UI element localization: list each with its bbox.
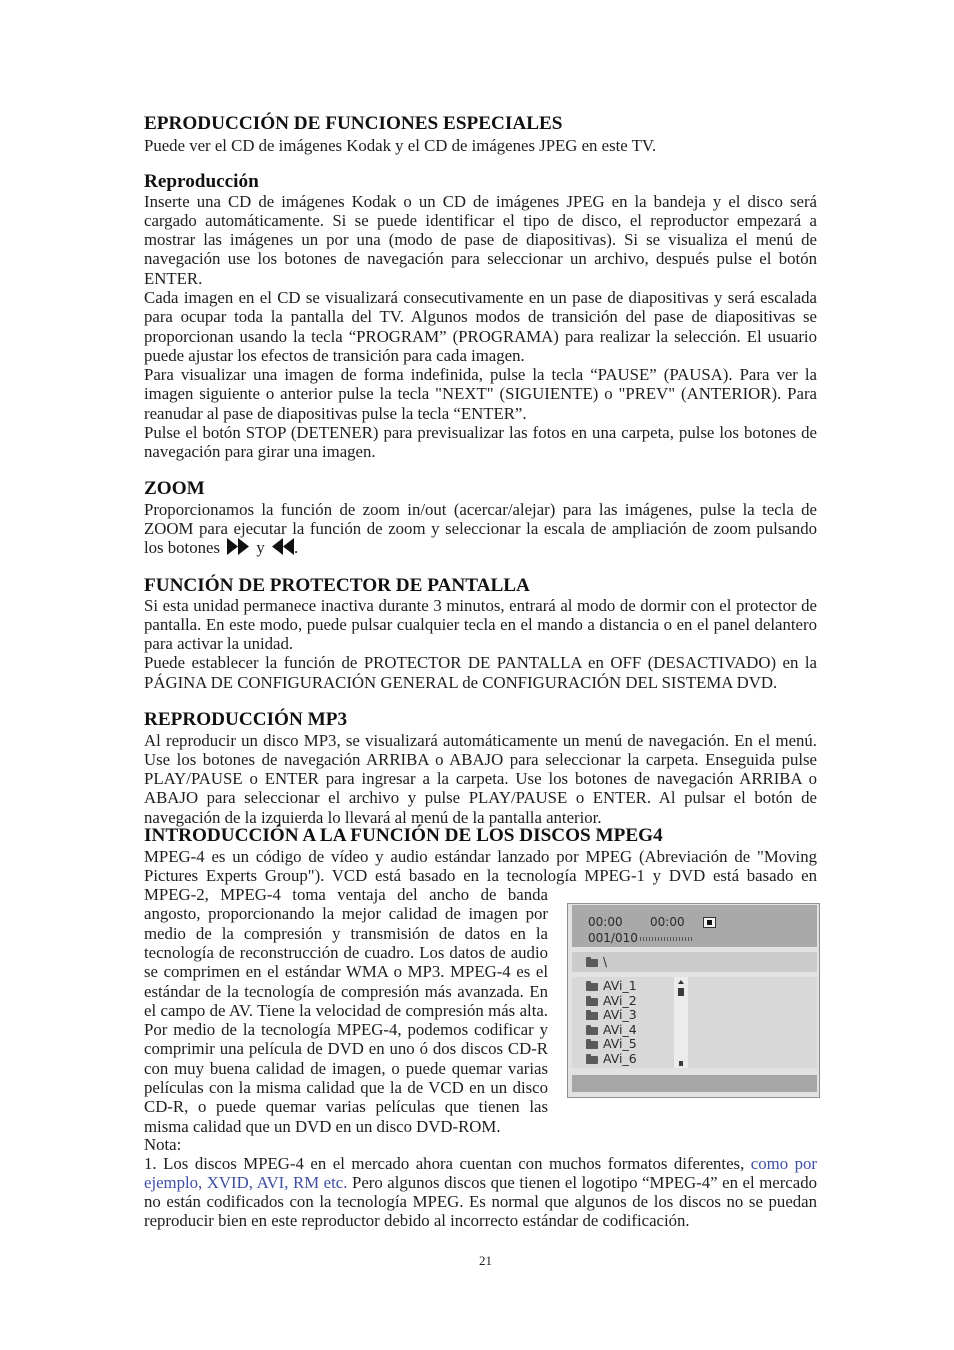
list-item-label: AVi_5 bbox=[603, 1036, 637, 1052]
section-title-mpeg4: INTRODUCCIÓN A LA FUNCIÓN DE LOS DISCOS MPEG4 bbox=[144, 825, 663, 846]
list-item-label: AVi_1 bbox=[603, 978, 637, 994]
list-item bbox=[572, 1008, 672, 1023]
status-bar bbox=[572, 905, 817, 947]
list-item bbox=[572, 1023, 672, 1038]
special-functions-intro: Puede ver el CD de imágenes Kodak y el CD de imágenes JPEG en este TV. bbox=[144, 135, 657, 155]
list-item-label: AVi_6 bbox=[603, 1051, 637, 1067]
progress-dots bbox=[640, 937, 692, 941]
screensaver-paragraph: Si esta unidad permanece inactiva durante 3 minutos, entrará al modo de dormir con el protector de pantalla. En este modo, puede pulsar cualquier tecla en el mando a distancia o en el panel delantero para activar la unidad. bbox=[144, 595, 817, 654]
file-list bbox=[572, 977, 817, 1068]
scroll-end-marker bbox=[679, 1061, 683, 1066]
mpeg4-text: MPEG-4 es un código de vídeo y audio estándar lanzado por MPEG (Abreviación de "Moving Pictures Experts Group"). VCD está basado en la tecnología MPEG-1 y DVD está basado en MPEG-2, MPEG-4 toma ventaja del ancho de banda angosto, proporcionando la mejor calidad de imagen por medio de la compresión y transmisión de datos en la tecnología de reconstrucción de cuadro. Los datos de audio se comprimen en el estándar WMA o MP3. MPEG-4 es el estándar de la tecnología de compresión más avanzada. En el campo de AV. Tiene la velocidad de compresión más alta. Por medio de la tecnología MPEG-4, podemos codificar y comprimir una película de DVD en uno ó dos discos CD-R con muy buena calidad de imagen, o puede quemar varias películas con la misma calidad que la de VCD en un disco CD-R, o puede quemar varias películas que tienen las misma calidad que un DVD en un disco DVD-ROM. bbox=[144, 846, 817, 1136]
folder-icon bbox=[586, 1056, 598, 1064]
screenshot-wrap bbox=[548, 885, 817, 1105]
current-path: \ bbox=[603, 955, 608, 970]
note-text-after: Pero algunos discos que tienen el logotipo “MPEG-4” en el mercado no están codificados con la tecnología MPEG. Es normal que algunos de los discos no se puedan reproducir bien en este reproductor debido al incorrecto estándar de codificación. bbox=[144, 1172, 817, 1231]
playback-paragraph: Pulse el botón STOP (DETENER) para previsualizar las fotos en una carpeta, pulse los botones de navegación para girar una imagen. bbox=[144, 423, 817, 462]
list-item-label: AVi_4 bbox=[603, 1021, 637, 1037]
folder-icon bbox=[586, 998, 598, 1006]
page-number: 21 bbox=[479, 1253, 492, 1268]
list-scrollbar bbox=[674, 977, 688, 1068]
screensaver-body bbox=[144, 596, 817, 692]
bottom-bar bbox=[572, 1075, 817, 1092]
zoom-text: Proporcionamos la función de zoom in/out (acercar/alejar) para las imágenes, pulse la tecla de ZOOM para ejecutar la función de zoom y seleccionar la escala de ampliación de zoom pulsando los botones bbox=[144, 499, 817, 558]
playback-paragraph: Cada imagen en el CD se visualizará consecutivamente en un pase de diapositivas y será escalada para ocupar toda la pantalla del TV. Algunos modos de transición del pase de diapositivas se proporcionan usando la tecla “PROGRAM” (PROGRAMA) para realizar la selección. El usuario puede ajustar los efectos de transición para cada imagen. bbox=[144, 287, 817, 365]
list-item-label: AVi_2 bbox=[603, 992, 637, 1008]
folder-icon bbox=[586, 1027, 598, 1035]
zoom-end: . bbox=[293, 538, 299, 558]
folder-icon bbox=[586, 1041, 598, 1049]
mp3-paragraph: Al reproducir un disco MP3, se visualizará automáticamente un menú de navegación. En el menú. Use los botones de navegación ARRIBA o ABAJO para seleccionar la carpeta. Enseguida pulse PLAY/PAUSE o ENTER para ingresar a la carpeta. Use los botones de navegación ARRIBA o ABAJO para seleccionar el archivo y pulse PLAY/PAUSE o ENTER. Al pulsar el botón de navegación de la izquierda lo llevará al menú de la pantalla anterior. bbox=[144, 730, 817, 827]
note-paragraph bbox=[144, 1154, 817, 1231]
time-left: 00:00 bbox=[588, 915, 623, 930]
section-title-zoom: ZOOM bbox=[144, 478, 205, 499]
path-bar bbox=[572, 952, 817, 972]
folder-icon bbox=[586, 1012, 598, 1020]
list-item bbox=[572, 1052, 672, 1067]
playback-paragraph: Para visualizar una imagen de forma indefinida, pulse la tecla “PAUSE” (PAUSA). Para ver la imagen siguiente o anterior pulse la tecla "NEXT" (SIGUIENTE) o "PREV" (ANTERIOR). Para reanudar al pase de diapositivas pulse la tecla “ENTER”. bbox=[144, 365, 817, 423]
list-item bbox=[572, 1037, 672, 1052]
stop-icon bbox=[703, 917, 716, 928]
list-item-label: AVi_3 bbox=[603, 1007, 637, 1023]
playback-paragraph: Inserte una CD de imágenes Kodak o un CD de imágenes JPEG en la bandeja y el disco será cargado automáticamente. Si se puede identificar el tipo de disco, el reproductor empezará a mostrar las imágenes un por una (modo de pase de diapositivas). Si se visualiza el menú de navegación use los botones de navegación para seleccionar un archivo, después pulse el botón ENTER. bbox=[144, 191, 817, 288]
mpeg4-paragraph bbox=[144, 847, 817, 1136]
scroll-up-icon bbox=[678, 980, 684, 984]
note-text-before: 1. Los discos MPEG-4 en el mercado ahora cuentan con muchos formatos diferentes, bbox=[144, 1153, 745, 1173]
scroll-thumb bbox=[678, 988, 684, 996]
list-item bbox=[572, 979, 672, 994]
rewind-icon bbox=[272, 538, 294, 555]
folder-icon bbox=[586, 959, 598, 967]
zoom-connector: y bbox=[256, 538, 265, 558]
file-counter: 001/010 bbox=[588, 931, 638, 946]
fast-forward-icon bbox=[227, 538, 249, 555]
time-right: 00:00 bbox=[650, 915, 685, 930]
note-label: Nota: bbox=[144, 1134, 182, 1154]
section-title-mp3: REPRODUCCIÓN MP3 bbox=[144, 709, 348, 730]
zoom-paragraph bbox=[144, 500, 817, 558]
list-item bbox=[572, 994, 672, 1009]
screensaver-paragraph: Puede establecer la función de PROTECTOR DE PANTALLA en OFF (DESACTIVADO) en la PÁGINA DE CONFIGURACIÓN GENERAL de CONFIGURACIÓN DEL SISTEMA DVD. bbox=[144, 653, 817, 692]
dvd-browser-screenshot bbox=[567, 903, 820, 1098]
playback-body bbox=[144, 192, 817, 462]
section-title-playback: Reproducción bbox=[144, 171, 259, 192]
section-title-special-functions: EPRODUCCIÓN DE FUNCIONES ESPECIALES bbox=[144, 113, 563, 134]
folder-icon bbox=[586, 983, 598, 991]
note-highlight: como por ejemplo, XVID, AVI, RM etc. bbox=[144, 1153, 817, 1192]
section-title-screensaver: FUNCIÓN DE PROTECTOR DE PANTALLA bbox=[144, 575, 530, 596]
